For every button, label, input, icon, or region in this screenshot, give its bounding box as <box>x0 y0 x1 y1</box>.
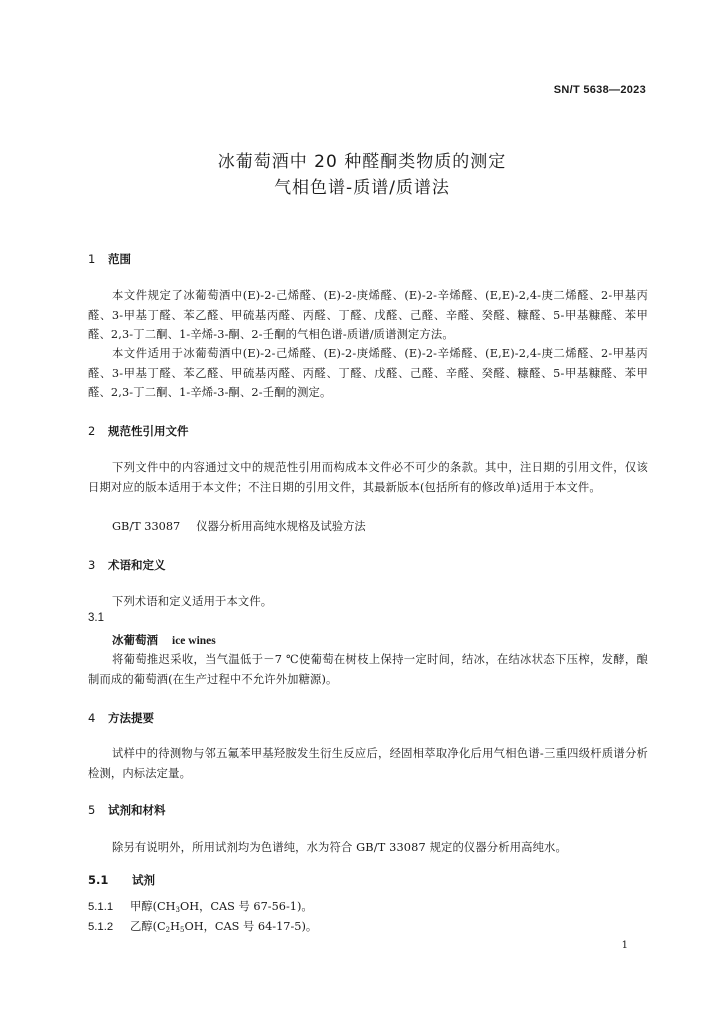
term-definition: 将葡萄推迟采收，当气温低于－7 ℃使葡萄在树枝上保持一定时间，结冰，在结冰状态下压榨，发酵，酿制而成的葡萄酒(在生产过程中不允许外加糖源)。 <box>88 653 648 686</box>
section-2-heading <box>88 423 189 439</box>
reagent-name: 乙醇(C <box>130 920 166 933</box>
normative-reference <box>112 518 672 534</box>
item-number: 5.1.1 <box>88 901 114 913</box>
section-2-paragraph-1: 下列文件中的内容通过文中的规范性引用而构成本文件必不可少的条款。其中，注日期的引用文件，仅该日期对应的版本适用于本文件；不注日期的引用文件，其最新版本(包括所有的修改单)适用于本文件。 <box>88 461 648 494</box>
document-title-line1: 冰葡萄酒中 20 种醛酮类物质的测定 <box>217 152 507 172</box>
section-title: 方法提要 <box>108 711 154 725</box>
reagent-item-2 <box>88 918 648 934</box>
subscript: 5 <box>179 926 185 934</box>
page-number: 1 <box>621 940 628 951</box>
reagent-details: OH，CAS 号 67-56-1)。 <box>179 900 313 913</box>
section-1-heading <box>88 251 131 267</box>
section-1-paragraph-2: 本文件适用于冰葡萄酒中(E)-2-己烯醛、(E)-2-庚烯醛、(E)-2-辛烯醛、(E,E)-2,4-庚二烯醛、2-甲基丙醛、3-甲基丁醛、苯乙醛、甲硫基丙醛、丙醛、丁醛、戊醛、己醛、辛醛、癸醛、糠醛、5-甲基糠醛、苯甲醛、2,3-丁二酮、1-辛烯-3-酮、2-壬酮的测定。 <box>88 347 648 399</box>
section-title: 术语和定义 <box>108 558 166 572</box>
reagent-name-mid: H <box>170 920 180 933</box>
item-number: 5.1.2 <box>88 921 114 933</box>
section-3-paragraph-1: 下列术语和定义适用于本文件。 <box>112 595 273 608</box>
subsection-number: 5.1 <box>88 873 109 887</box>
reference-title: 仪器分析用高纯水规格及试验方法 <box>196 520 366 533</box>
subsection-5-1-heading <box>88 872 155 888</box>
section-5-heading <box>88 802 166 818</box>
term-number: 3.1 <box>88 612 104 624</box>
section-number: 2 <box>88 424 96 438</box>
section-title: 规范性引用文件 <box>108 424 189 438</box>
section-4-paragraph-1: 试样中的待测物与邻五氟苯甲基羟胺发生衍生反应后，经固相萃取净化后用气相色谱-三重四级杆质谱分析检测，内标法定量。 <box>88 747 648 780</box>
reagent-item-1 <box>88 898 648 914</box>
subsection-title: 试剂 <box>132 873 155 887</box>
document-title-line2: 气相色谱-质谱/质谱法 <box>274 178 450 198</box>
section-number: 3 <box>88 558 96 572</box>
section-title: 范围 <box>108 252 131 266</box>
section-number: 4 <box>88 711 96 725</box>
reagent-name: 甲醇(CH <box>130 900 176 913</box>
term-entry <box>112 632 216 648</box>
section-number: 5 <box>88 803 96 817</box>
reagent-details: OH，CAS 号 64-17-5)。 <box>184 920 318 933</box>
section-title: 试剂和材料 <box>108 803 166 817</box>
section-4-heading <box>88 710 154 726</box>
reference-code: GB/T 33087 <box>112 520 181 533</box>
section-3-heading <box>88 557 166 573</box>
standard-code: SN/T 5638—2023 <box>553 84 646 96</box>
section-5-paragraph-1: 除另有说明外，所用试剂均为色谱纯，水为符合 GB/T 33087 规定的仪器分析用高纯水。 <box>112 841 567 854</box>
term-chinese: 冰葡萄酒 <box>112 633 158 647</box>
section-number: 1 <box>88 252 96 266</box>
section-1-paragraph-1: 本文件规定了冰葡萄酒中(E)-2-己烯醛、(E)-2-庚烯醛、(E)-2-辛烯醛、(E,E)-2,4-庚二烯醛、2-甲基丙醛、3-甲基丁醛、苯乙醛、甲硫基丙醛、丙醛、丁醛、戊醛、己醛、辛醛、癸醛、糠醛、5-甲基糠醛、苯甲醛、2,3-丁二酮、1-辛烯-3-酮、2-壬酮的气相色谱-质谱/质谱测定方法。 <box>88 289 648 341</box>
subscript: 2 <box>165 926 171 934</box>
subscript: 3 <box>175 906 180 914</box>
term-english: ice wines <box>172 635 216 647</box>
